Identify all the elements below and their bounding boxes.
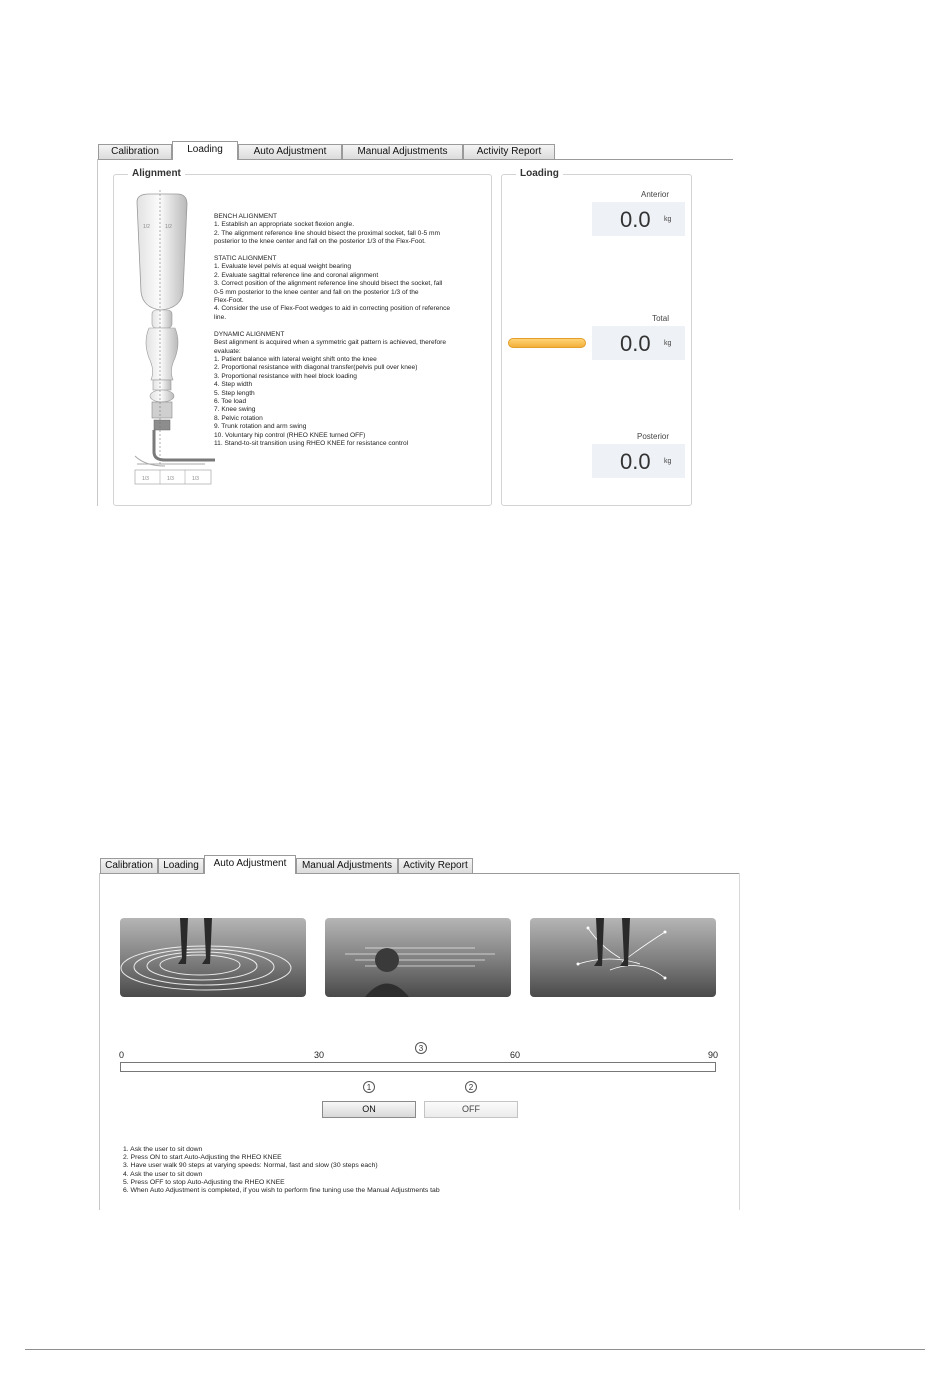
diagram-label-third-2: 1/3 [167, 476, 174, 482]
tab-auto-adjustment[interactable]: Auto Adjustment [238, 144, 342, 159]
anterior-value: 0.0 [620, 207, 651, 232]
tab-activity-report[interactable]: Activity Report [398, 858, 473, 873]
total-readout [592, 326, 685, 360]
tab-underline [100, 873, 204, 874]
posterior-value: 0.0 [620, 449, 651, 474]
off-button[interactable]: OFF [424, 1101, 518, 1118]
anterior-readout [592, 202, 685, 236]
tab-calibration[interactable]: Calibration [100, 858, 158, 873]
tick-60: 60 [510, 1050, 521, 1060]
anterior-label: Anterior [640, 190, 669, 199]
content-border-right [739, 873, 740, 1210]
on-button[interactable]: ON [322, 1101, 416, 1118]
tick-90: 90 [708, 1050, 719, 1060]
walking-circles-image [120, 918, 306, 997]
posterior-readout [592, 444, 685, 478]
anterior-unit: kg [664, 216, 672, 223]
tab-underline [238, 159, 733, 160]
tab-loading[interactable]: Loading [172, 141, 238, 160]
tab-underline [98, 159, 172, 160]
diagram-label-half-right: 1/2 [165, 224, 172, 230]
callout-2: 2 [465, 1081, 477, 1093]
total-unit: kg [664, 340, 672, 347]
callout-1: 1 [363, 1081, 375, 1093]
posterior-unit: kg [664, 458, 672, 465]
tab-bar [98, 144, 733, 160]
step-progress-bar [120, 1062, 716, 1072]
loading-title: Loading [516, 168, 563, 179]
posterior-label: Posterior [636, 432, 669, 441]
diagram-label-half-left: 1/2 [143, 224, 150, 230]
total-load-bar [508, 338, 586, 348]
figure-motion-image [325, 918, 511, 997]
auto-adjustment-steps: 1. Ask the user to sit down 2. Press ON to start Auto-Adjusting the RHEO KNEE 3. Have user walk 90 steps at varying speeds: Normal, fast and slow (30 steps each) 4. Ask the user to sit down 5. Press OFF to stop Auto-Adjusting the RHEO KNEE 6. When Auto Adjustment is completed, if you wish to perform fine tuning use the Manual Adjustments tab [123, 1146, 440, 1195]
walking-paths-image [530, 918, 716, 997]
tab-auto-adjustment[interactable]: Auto Adjustment [204, 855, 296, 874]
total-value: 0.0 [620, 331, 651, 356]
prosthesis-diagram [125, 190, 215, 488]
tab-manual-adjustments[interactable]: Manual Adjustments [342, 144, 463, 159]
tick-30: 30 [314, 1050, 325, 1060]
tab-manual-adjustments[interactable]: Manual Adjustments [296, 858, 398, 873]
callout-3: 3 [415, 1042, 427, 1054]
page-footer-rule [25, 1349, 925, 1350]
tick-0: 0 [119, 1050, 125, 1060]
diagram-label-third-3: 1/3 [192, 476, 199, 482]
diagram-label-third-1: 1/3 [142, 476, 149, 482]
tab-bar [100, 858, 740, 874]
content-border-left [97, 159, 98, 506]
total-label: Total [652, 314, 669, 323]
content-border-left [99, 873, 100, 1210]
alignment-instructions: BENCH ALIGNMENT 1. Establish an appropriate socket flexion angle. 2. The alignment reference line should bisect the proximal socket, fall 0-5 mm posterior to the knee center and fall on the posterior 1/3 of the Flex-Foot. STATIC ALIGNMENT 1. Evaluate level pelvis at equal weight bearing 2. Evaluate sagittal reference line and coronal alignment 3. Correct position of the alignment reference line should bisect the socket, fall 0-5 mm posterior to the knee center and fall on the posterior 1/3 of the Flex-Foot. 4. Consider the use of Flex-Foot wedges to aid in correcting position of reference line. DYNAMIC ALIGNMENT Best alignment is acquired when a symmetric gait pattern is achieved, therefore evaluate: 1. Patient balance with lateral weight shift onto the knee 2. Proportional resistance with diagonal transfer(pelvis pull over knee) 3. Proportional resistance with heel block loading 4. Step width 5. Step length 6. Toe load 7. Knee swing 8. Pelvic rotation 9. Trunk rotation and arm swing 10. Voluntary hip control (RHEO KNEE turned OFF) 11. Stand-to-sit transition using RHEO KNEE for resistance control [214, 213, 451, 447]
tab-activity-report[interactable]: Activity Report [463, 144, 555, 159]
tab-underline [296, 873, 740, 874]
alignment-title: Alignment [128, 168, 185, 179]
tab-calibration[interactable]: Calibration [98, 144, 172, 159]
tab-loading[interactable]: Loading [158, 858, 204, 873]
